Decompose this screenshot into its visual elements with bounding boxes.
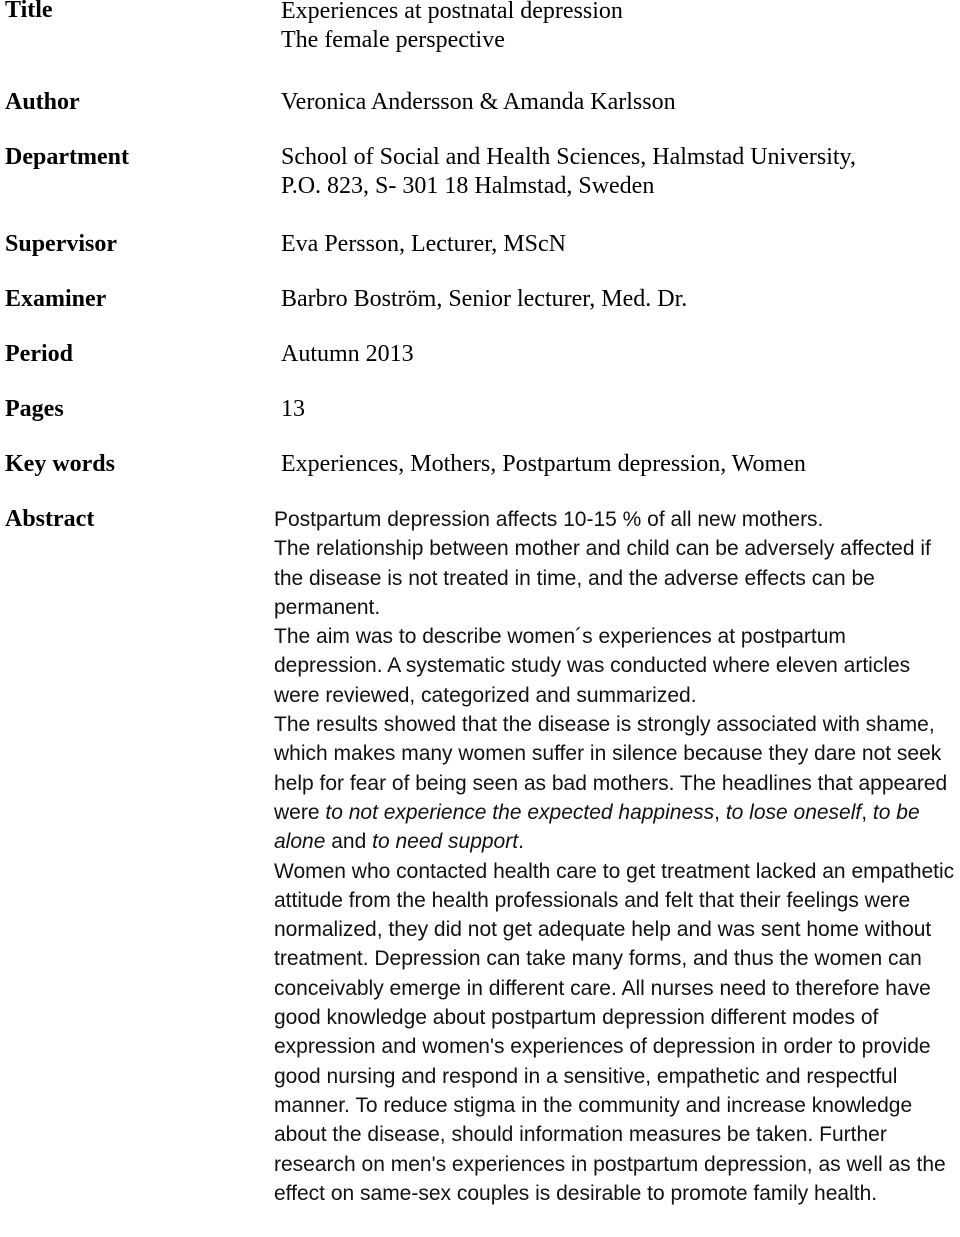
author-label: Author bbox=[5, 89, 80, 115]
abstract-theme-2: to lose oneself bbox=[725, 800, 862, 824]
department-label: Department bbox=[5, 144, 129, 170]
period-label: Period bbox=[5, 341, 73, 367]
abstract-paragraph-2: The relationship between mother and child can be adversely affected if the disease is not treated in time, and the adverse effects can be permanent. bbox=[274, 537, 931, 619]
abstract-separator: , bbox=[714, 800, 726, 824]
pages-label: Pages bbox=[5, 396, 64, 422]
abstract-theme-1: to not experience the expected happiness bbox=[325, 800, 715, 824]
abstract-theme-4: to need support bbox=[372, 830, 519, 854]
abstract-separator: , bbox=[861, 800, 873, 824]
keywords-label: Key words bbox=[5, 451, 115, 477]
abstract-body bbox=[274, 505, 960, 1208]
title-line-1: Experiences at postnatal depression bbox=[281, 0, 623, 24]
department-line-1: School of Social and Health Sciences, Halmstad University, bbox=[281, 144, 856, 170]
abstract-paragraph-4 bbox=[274, 710, 960, 856]
title-label: Title bbox=[5, 0, 53, 23]
abstract-paragraph-5: Women who contacted health care to get treatment lacked an empathetic attitude from the health professionals and felt that their feelings were normalized, they did not get adequate help and was sent home without treatment. Depression can take many forms, and thus the women can conceivably emerge in different care. All nurses need to therefore have good knowledge about postpartum depression different modes of expression and women's experiences of depression in order to provide good nursing and respond in a sensitive, empathetic and respectful manner. To reduce stigma in the community and increase knowledge about the disease, should information measures be taken. Further research on men's experiences in postpartum depression, as well as the effect on same-sex couples is desirable to promote family health. bbox=[274, 859, 955, 1205]
supervisor-value: Eva Persson, Lecturer, MScN bbox=[281, 231, 566, 257]
abstract-label: Abstract bbox=[5, 506, 95, 532]
abstract-period: . bbox=[518, 830, 524, 854]
abstract-results-text: The results showed that the disease is strongly associated with shame, which makes many women suffer in silence because they dare not seek help for fear of being seen as bad mothers. The headlines that appeared were bbox=[274, 713, 948, 824]
abstract-paragraph-3: The aim was to describe women´s experiences at postpartum depression. A systematic study was conducted where eleven articles were reviewed, categorized and summarized. bbox=[274, 625, 911, 707]
supervisor-label: Supervisor bbox=[5, 231, 118, 257]
author-value: Veronica Andersson & Amanda Karlsson bbox=[281, 89, 676, 115]
period-value: Autumn 2013 bbox=[281, 341, 414, 367]
keywords-value: Experiences, Mothers, Postpartum depression, Women bbox=[281, 451, 806, 477]
abstract-conjunction: and bbox=[325, 830, 373, 854]
pages-value: 13 bbox=[281, 396, 305, 422]
examiner-label: Examiner bbox=[5, 286, 107, 312]
abstract-theme-3: to be alone bbox=[274, 800, 920, 854]
abstract-paragraph-1: Postpartum depression affects 10-15 % of all new mothers. bbox=[274, 508, 824, 531]
department-line-2: P.O. 823, S- 301 18 Halmstad, Sweden bbox=[281, 173, 655, 199]
examiner-value: Barbro Boström, Senior lecturer, Med. Dr. bbox=[281, 286, 688, 312]
title-line-2: The female perspective bbox=[281, 27, 505, 53]
